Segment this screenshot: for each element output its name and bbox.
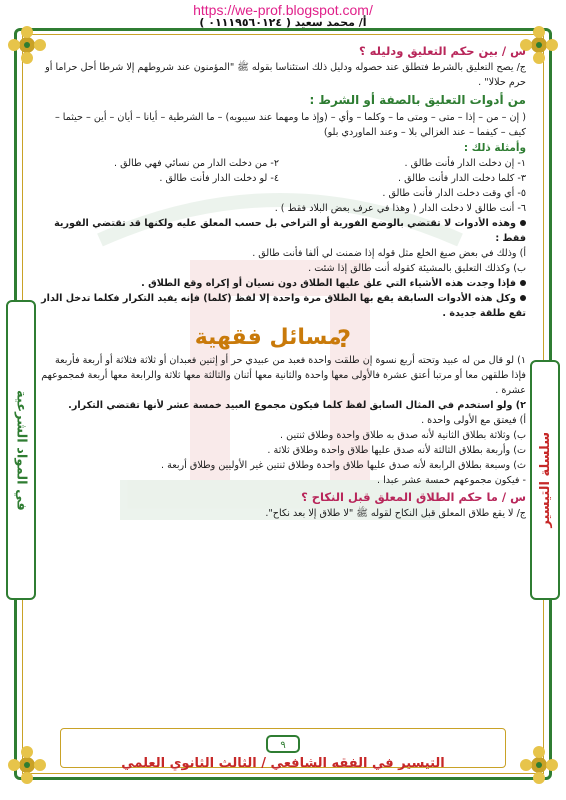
subject-side-text: في المواد الشرعية — [13, 389, 29, 511]
note-2-text: فإذا وجدت هذه الأشياء التي علق عليها الطلاق دون نسيان أو إكراه وقع الطلاق . — [141, 278, 516, 289]
example-item: ٤- لو دخلت الدار فأنت طالق . — [159, 173, 279, 184]
bullet-icon — [520, 280, 526, 286]
example-item: ١- إن دخلت الدار فأنت طالق . — [404, 158, 526, 169]
issue-2b: ب) وثلاثة بطلاق الثانية لأنه صدق به طلاق واحدة وطلاق ثنتين . — [280, 430, 526, 441]
examples-grid — [40, 156, 526, 186]
blog-url[interactable]: https://we-prof.blogspot.com/ — [193, 2, 373, 18]
series-side-label — [530, 360, 560, 600]
question-1-title: س / بين حكم التعليق ودليله ؟ — [358, 44, 526, 58]
issue-1: ١) لو قال من له عبيد وتحته أربع نسوة إن طلقت واحدة فعبد من عبيدي حر أو إثنين فعبدان أو ثلاثة فثلاثة أو أربعة فأربعة فإذا طلقهن معا أو مرتبا أعتق عشرة فالأولى معها واحدة والثانية معها أثنان والثالثة معها ثلاثة والرابعة معها أربعة فمجموعهم عشرة . — [41, 355, 526, 396]
note-paragraph — [40, 276, 526, 291]
note-1a: أ) وذلك في بعض صيغ الخلع مثل قوله إذا ضمنت لي ألفا فأنت طالق . — [252, 248, 526, 259]
page-number: ٩ — [266, 735, 300, 753]
example-item: ٦- أنت طالق لا دخلت الدار ( وهذا في عرف بعض البلاد فقط ) . — [274, 203, 526, 214]
subject-side-label — [6, 300, 36, 600]
author-line: أ/ محمد سعيد ( ٠١١١٩٥٦٠١٢٤ ) — [199, 16, 367, 29]
issue-2c: ت) وأربعة بطلاق الثالثة لأنه صدق عليها طلاق واحدة وطلاق ثلاثة . — [267, 445, 526, 456]
issue-2d: ث) وسبعة بطلاق الرابعة لأنه صدق عليها طلاق واحدة وطلاق ثنتين غير الأوليين وطلاق أربعة . — [160, 460, 526, 471]
question-1-answer: ج/ يصح التعليق بالشرط فتطلق عند حصوله ودليل ذلك استئناسا بقوله ﷺ "المؤمنون عند شروطهم إلا شرطا أحل حراما أو حرم حلالا" . — [45, 62, 526, 88]
question-2-title: س / ما حكم الطلاق المعلق قبل النكاح ؟ — [301, 490, 526, 504]
question-mark-icon — [337, 325, 371, 353]
examples-heading: وأمثلة ذلك : — [463, 142, 526, 154]
note-paragraph — [40, 216, 526, 246]
main-content — [40, 42, 526, 521]
example-item: ٣- كلما دخلت الدار فأنت طالق . — [398, 173, 526, 184]
svg-text:?: ? — [337, 325, 352, 353]
note-1b: ب) وكذلك التعليق بالمشيئة كقوله أنت طالق إذا شئت . — [308, 263, 526, 274]
bullet-icon — [520, 220, 526, 226]
tools-list: ( إن – من – إذا – متى – ومتى ما – وكلما – وأي – (وإذ ما ومهما عند سيبويه) – ما الشرطية – أيانا – أيان – أين – حيثما – كيف – كيفما – عند الغزالي بلا – وعند الماوردي بلو) — [54, 112, 526, 138]
note-3-text: وكل هذه الأدوات السابقة يقع بها الطلاق مرة واحدة إلا لفظ (كلما) فإنه يفيد التكرار فكلما تدخل الدار تقع طلقة جديدة . — [41, 293, 526, 319]
issue-2: ٢) ولو استخدم في المثال السابق لفظ كلما فيكون مجموع العبيد خمسة عشر لأنها تقتضي التكرار. — [68, 400, 526, 411]
section-title — [40, 325, 526, 351]
question-2-answer: ج/ لا يقع طلاق المعلق قبل النكاح لقوله ﷺ "لا طلاق إلا بعد نكاح". — [265, 508, 526, 519]
note-paragraph — [40, 291, 526, 321]
issue-2a: أ) فيعتق مع الأولى واحدة . — [421, 415, 526, 426]
bullet-icon — [520, 295, 526, 301]
issue-2e: - فيكون مجموعهم خمسة عشر عبدا . — [376, 475, 526, 486]
note-1-text: وهذه الأدوات لا تقتضي بالوضع الفورية أو التراخي بل حسب المعلق عليه ولكنها قد تقتضي الفورية فقط : — [54, 218, 526, 244]
example-item: ٥- أي وقت دخلت الدار فأنت طالق . — [382, 188, 526, 199]
footer-title: التيسير في الفقه الشافعي / الثالث الثانوي العلمي — [121, 756, 445, 771]
tools-heading: من أدوات التعليق بالصفة أو الشرط : — [309, 93, 526, 107]
example-item: ٢- من دخلت الدار من نسائي فهي طالق . — [114, 158, 279, 169]
section-title-text: مسائل فقهية — [194, 325, 342, 350]
series-side-text: سلسلة التيسير — [537, 432, 553, 528]
